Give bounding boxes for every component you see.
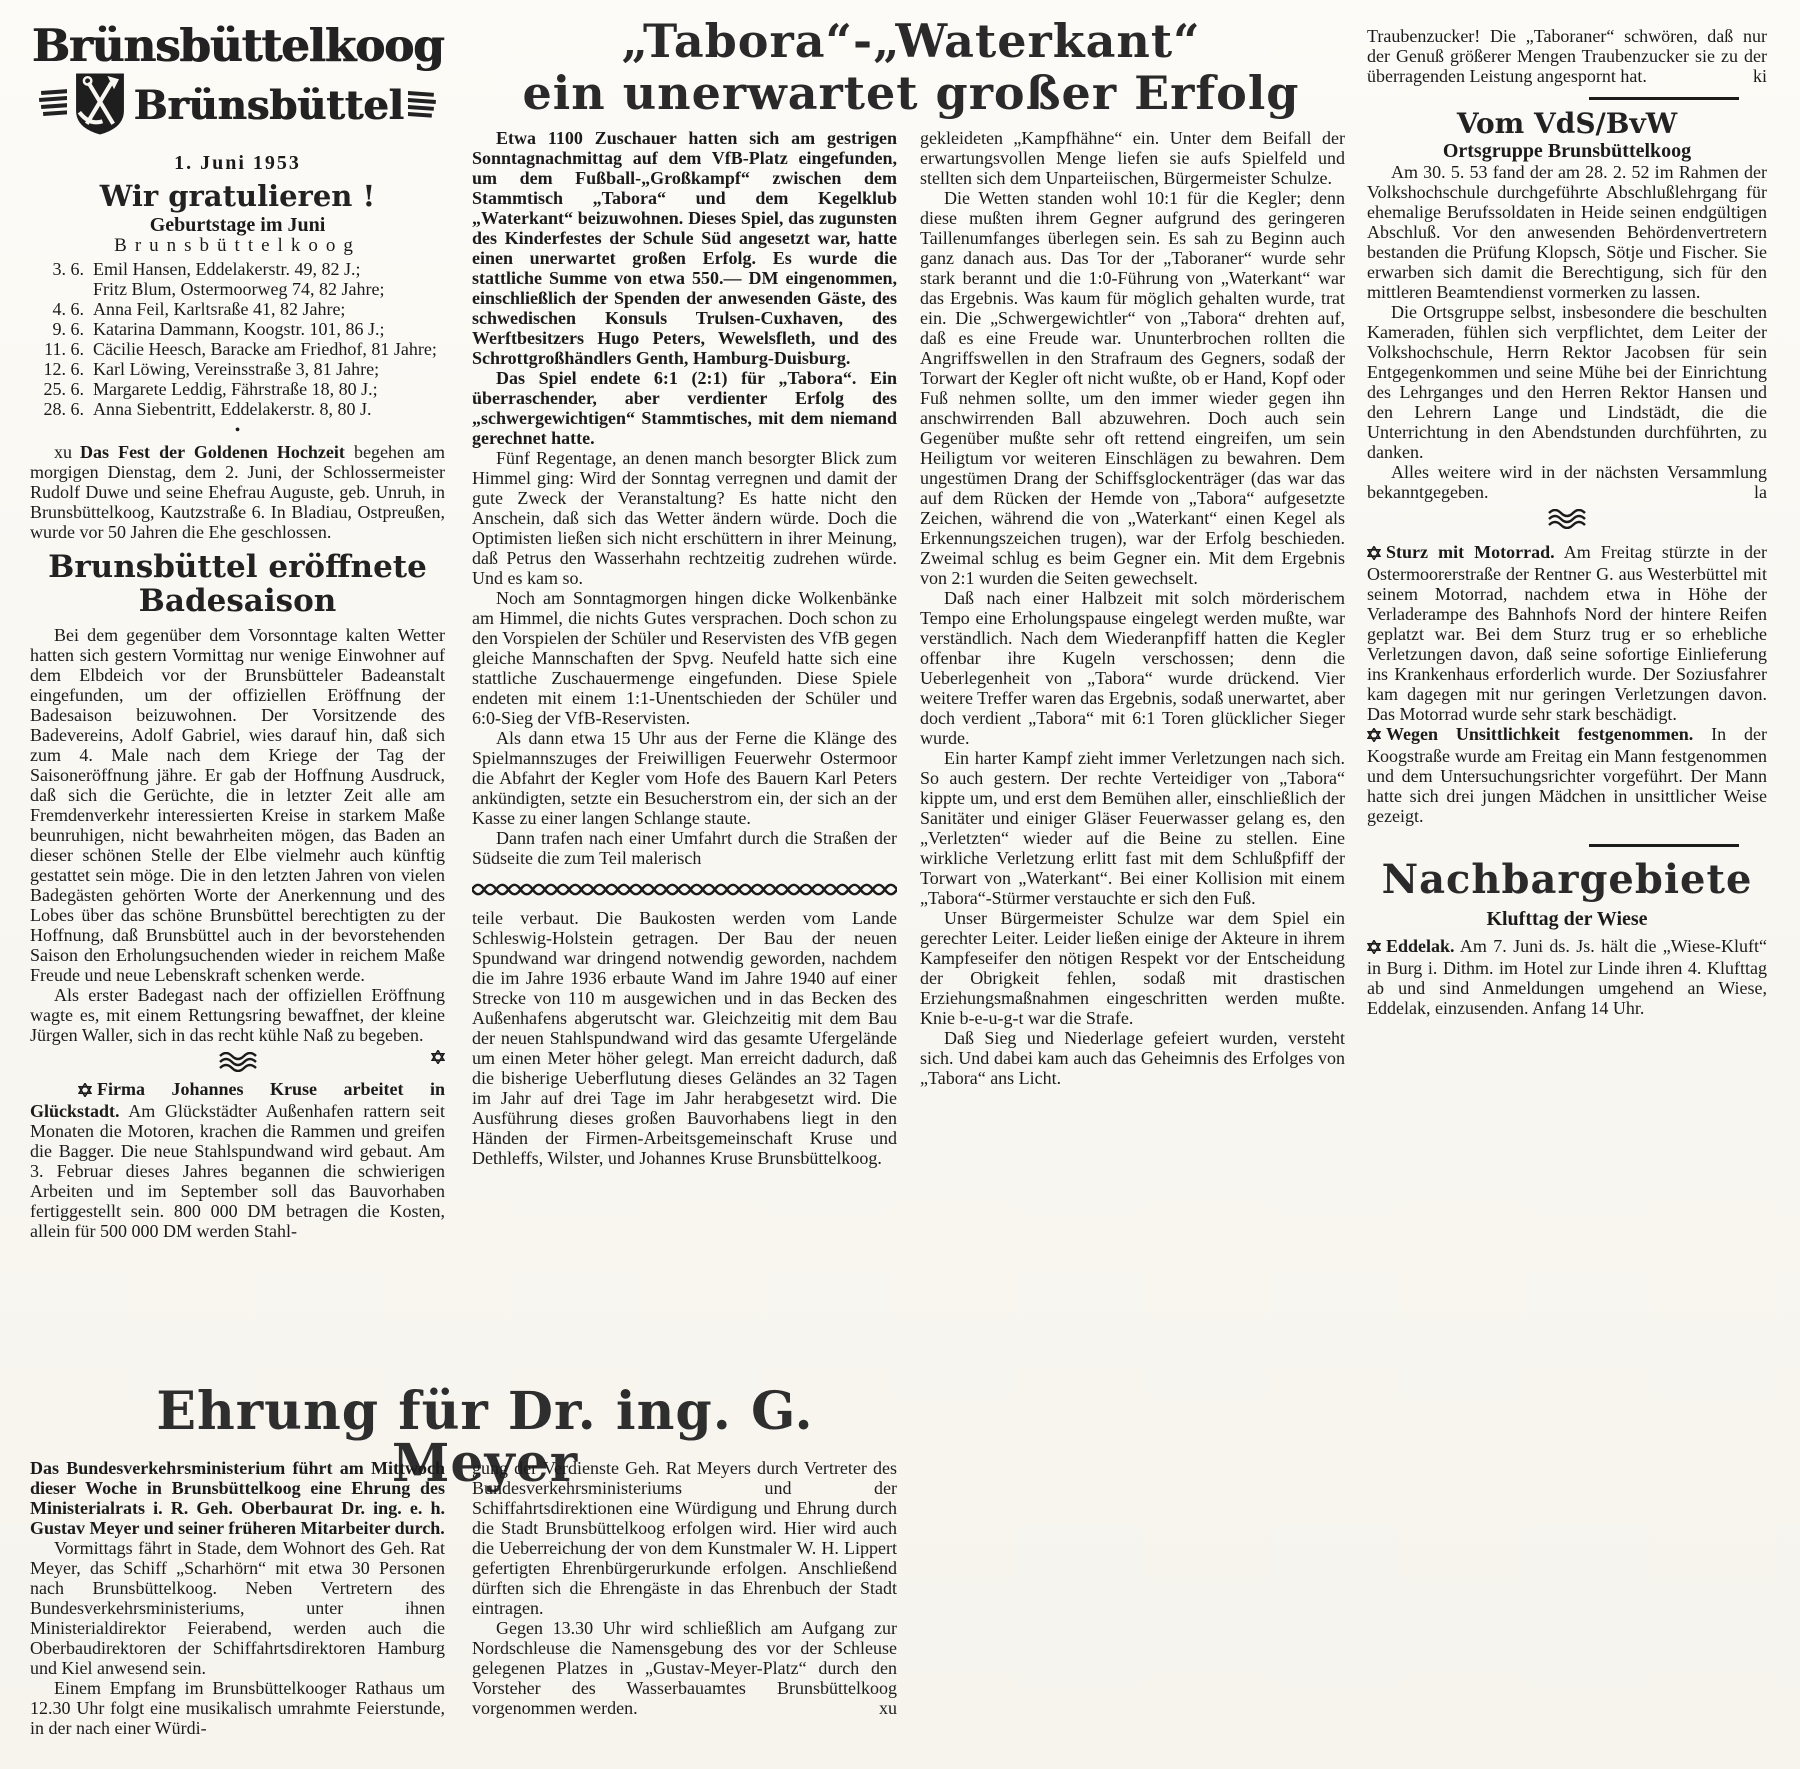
tabora-paragraph: Fünf Regentage, an denen manch besorgter Blick zum Himmel ging: Wird der Sonntag verregnen und damit der gute Zweck der Veranstaltung? Es hatte nicht den Anschein, daß sich das Wetter ändern würde. Doch die Optimisten ließen sich nicht erschüttern in ihrer Meinung, daß Petrus den Wasserhahn rechtzeitig zudrehen würde. Und es kam so. xyxy=(472,448,897,588)
tabora-article-headline: „Tabora“-„Waterkant“ ein unerwartet großer Erfolg xyxy=(522,14,1300,120)
unsittlichkeit-item-text: In der Koogstraße wurde am Freitag ein Mann festgenommen und dem Untersuchungsrichter vorgeführt. Der Mann hatte sich drei jungen Mädchen in unsittlicher Weise gezeigt. xyxy=(1367,723,1767,826)
tabora-paragraph: Noch am Sonntagmorgen hingen dicke Wolkenbänke am Himmel, die nichts Gutes versprachen. Doch schon zu den Vorspielen der Schüler und Reservisten des VfB gegen gleiche Mannschaften der Spvg. Neufeld hatte sich eine stattliche Zuschauermenge eingefunden. Diese Spiele endeten mit einem 1:1-Unentschieden der Schüler und 6:0-Sieg der VfB-Reservisten. xyxy=(472,588,897,728)
ehrung-paragraph: Vormittags fährt in Stade, dem Wohnort des Geh. Rat Meyer, das Schiff „Scharhörn“ mit etwa 30 Personen nach Brunsbüttelkoog. Neben Vertretern des Bundesverkehrsministeriums, unter ihnen Ministerialdirektor Feierabend, werden auch die Oberbaudirektoren der Schiffahrtsdirektoren Hamburg und Kiel anwesend sein. xyxy=(30,1538,445,1678)
correspondent-mark: xu xyxy=(879,1698,897,1718)
nachbargebiete-section xyxy=(1367,855,1767,1018)
tabora-paragraph: Als dann etwa 15 Uhr aus der Ferne die Klänge des Spielmannszuges der Freiwilligen Feuerwehr Ostermoor die Abfahrt der Kegler vom Hofe des Bauern Karl Peters ankündigten, setzte ein Besucherstrom ein, der sich an der Kasse zu einer langen Schlange staute. xyxy=(472,728,897,828)
ehrung-paragraph: gung der Verdienste Geh. Rat Meyers durch Vertreter des Bundesverkehrsministeriums und der Schiffahrtsdirektionen eine Würdigung und Ehrung durch die Stadt Brunsbüttelkoog erfolgen wird. Hier wird auch die Ueberreichung der von dem Kunstmaler W. H. Lippert gefertigten Ehrenbürgerurkunde erfolgen. Anschließend dürften sich die Ehrengäste in das Ehrenbuch der Stadt eintragen. xyxy=(472,1458,897,1618)
tabora-lead-paragraph: Etwa 1100 Zuschauer hatten sich am gestrigen Sonntagnachmittag auf dem VfB-Platz eingefunden, um dem Fußball-„Großkampf“ zwischen dem Stammtisch „Tabora“ und dem Kegelklub „Waterkant“ beizuwohnen. Dieses Spiel, das zugunsten des Kinderfestes der Schule Süd angesetzt war, hatte einen unerwartet großen Erfolg. Es wurde die stattliche Summe von etwa 550.— DM eingenommen, einschließlich der Spenden der anwesenden Gäste, des schwedischen Konsuls Trulsen-Cuxhaven, des Werftbesitzers Hugo Peters, Wewelsfleth, und des Schrottgroßhändlers Genth, Hamburg-Duisburg. xyxy=(472,128,897,368)
right-column xyxy=(1367,26,1767,1326)
tabora-paragraph: Dann trafen nach einer Umfahrt durch die Straßen der Südseite die zum Teil malerisch xyxy=(472,828,897,868)
kruse-news-item xyxy=(30,1079,445,1241)
vds-article xyxy=(1367,109,1767,529)
masthead-crest-icon xyxy=(71,71,129,141)
news-star-icon xyxy=(1367,726,1381,746)
tabora-paragraph: Unser Bürgermeister Schulze war dem Spiel ein gerechter Leiter. Leider ließen einige der Akteure in ihrem Kampfeseifer den nötigen Respekt vor der Entscheidung der Obrigkeit fehlen, sodaß mit drastischen Erziehungsmaßnahmen eingeschritten werden mußte. Knie b-e-u-g-t war die Strafe. xyxy=(920,908,1345,1028)
sturz-item-lead: Sturz mit Motorrad. xyxy=(1386,541,1555,562)
birthday-row: 3. 6. Emil Hansen, Eddelakerstr. 49, 82 J.; xyxy=(52,259,361,280)
tabora-paragraph: Die Wetten standen wohl 10:1 für die Kegler; denn diese mußten ihrem Gegner aufgrund des geringeren Taillenumfanges überlegen sein. Es sah zu Beginn auch ganz danach aus. Das Tor der „Taboraner“ wurde sehr stark berannt und die 1:0-Führung von „Waterkant“ war das Ergebnis. Was kaum für möglich gehalten wurde, trat ein. Die „Schwergewichtler“ von „Tabora“ drehten auf, daß es eine Freude war. Ununterbrochen rollten die Angriffswellen in den Strafraum des Gegners, sodaß der Torwart der Kegler oft nicht wußte, ob er Hand, Kopf oder Fuß nehmen sollte, um den immer wieder gegen ihn anschwirrenden Ball abzuwehren. Doch auch sein Gegenüber mußte sehr oft rettend eingreifen, um sein Heiligtum vor weiteren Einschlägen zu bewahren. Dem ungestümen Drang der Schiffsglockenträger (das war das auf dem Rücken der Hemde von „Tabora“ aufgesetzte Zeichen, während die von „Waterkant“ einen Kegel als Erkennungszeichen trugen), war der Erfolg beschieden. Zweimal schlug es beim Gegner ein. Mit dem Ergebnis von 2:1 wurden die Seiten gewechselt. xyxy=(920,188,1345,588)
tabora-paragraph: Daß Sieg und Niederlage gefeiert wurden, versteht sich. Und dabei kam auch das Geheimnis des Erfolges von „Tabora“ ans Licht. xyxy=(920,1028,1345,1088)
ehrung-column-a xyxy=(30,1458,445,1769)
traubenzucker-paragraph: Traubenzucker! Die „Taboraner“ schwören, daß nur der Genuß größerer Mengen Traubenzucker sie zu der überragenden Leistung angespornt hat. ki xyxy=(1367,26,1767,86)
badesaison-headline: Brunsbüttel eröffnete Badesaison xyxy=(48,549,427,619)
golden-wedding-lead: Das Fest der Goldenen Hochzeit xyxy=(80,442,345,463)
birthday-row: 4. 6. Anna Feil, Karltsraße 41, 82 Jahre; xyxy=(52,299,346,320)
eddelak-news-item xyxy=(1367,936,1767,1018)
wave-ornament-icon xyxy=(215,1052,261,1072)
vds-paragraph: Alles weitere wird in der nächsten Versammlung bekanntgegeben. la xyxy=(1367,461,1767,502)
birthday-row: 9. 6. Katarina Dammann, Koogstr. 101, 86 J.; xyxy=(52,319,385,340)
eddelak-item-text: Am 7. Juni ds. Js. hält die „Wiese-Kluft“ in Burg i. Dithm. im Hotel zur Linde ihren 4. Klufttag ab und sind Anmeldungen umgehend an Wiese, Eddelak, einzusenden. Anfang 14 Uhr. xyxy=(1367,935,1767,1018)
vds-paragraph: Die Ortsgruppe selbst, insbesondere die beschulten Kameraden, fühlen sich verpflichtet, dem Leiter der Volkshochschule, Herrn Rektor Jacobsen für sein Entgegenkommen und seine Mühe bei der Einrichtung des Lehrganges und den Herren Rektor Hansen und den Lehrern Lange und Lindstädt, die die Unterrichtung in den Abendstunden durchführten, zu danken. xyxy=(1367,301,1767,462)
ehrung-article-headline: Ehrung für Dr. ing. G. Meyer xyxy=(156,1381,814,1494)
unsittlichkeit-item-lead: Wegen Unsittlichkeit festgenommen. xyxy=(1386,723,1694,744)
vds-subtitle: Ortsgruppe Brunsbüttelkoog xyxy=(1442,139,1692,162)
rope-divider-icon xyxy=(472,881,897,896)
kruse-item-lead: Firma Johannes Kruse arbeitet in Glückstadt. xyxy=(30,1079,445,1122)
ehrung-lead-paragraph: Das Bundesverkehrsministerium führt am Mittwoch dieser Woche in Brunsbüttelkoog eine Ehrung des Ministerialrats i. R. Geh. Oberbaurat Dr. ing. e. h. Gustav Meyer und seiner früheren Mitarbeiter durch. xyxy=(30,1458,445,1538)
ehrung-paragraph: Gegen 13.30 Uhr wird schließlich am Aufgang zur Nordschleuse die Namensgebung des vor der Schleuse gelegenen Platzes in „Gustav-Meyer-Platz“ durch den Vorsteher des Wasserbauamtes Brunsbüttelkoog vorgenommen werden. xu xyxy=(472,1618,897,1718)
bullet-separator: • xyxy=(234,422,241,440)
left-column xyxy=(30,22,445,1362)
vds-headline: Vom VdS/BvW xyxy=(1456,107,1678,140)
eddelak-item-lead: Eddelak. xyxy=(1386,935,1455,956)
news-star-icon xyxy=(54,1081,92,1101)
sturz-news-item xyxy=(1367,542,1767,724)
badesaison-paragraph: Als erster Badegast nach der offiziellen Eröffnung wagte es, mit einem Rettungsring bewaffnet, der kleine Jürgen Waller, sich in das recht kühle Naß zu begeben. xyxy=(30,985,445,1045)
masthead-title-line2: Brünsbüttel xyxy=(133,82,404,130)
correspondent-mark: ki xyxy=(1752,66,1767,86)
issue-date: 1. Juni 1953 xyxy=(174,152,301,175)
tabora-paragraph: gekleideten „Kampfhähne“ ein. Unter dem Beifall der erwartungsvollen Menge liefen sie aufs Spielfeld und stellten sich dem Unparteiischen, Bürgermeister Schulze. xyxy=(920,128,1345,188)
birthday-row: Fritz Blum, Ostermoorweg 74, 82 Jahre; xyxy=(93,279,385,300)
kruse-item-text: Am Glückstädter Außenhafen rattern seit Monaten die Motoren, krachen die Rammen und greifen die Bagger. Die neue Stahlspundwand wird gebaut. Am 3. Februar dieses Jahres begannen die schwierigen Arbeiten und im September soll das Bauvorhaben fertiggestellt sein. 800 000 DM betragen die Kosten, allein für 500 000 DM werden Stahl- xyxy=(30,1101,445,1242)
masthead xyxy=(30,22,445,141)
correspondent-mark: xu xyxy=(54,442,72,463)
nachbargebiete-subtitle: Klufttag der Wiese xyxy=(1486,907,1648,930)
tabora-paragraph: Ein harter Kampf zieht immer Verletzungen nach sich. So auch gestern. Der rechte Verteidiger von „Tabora“ kippte um, und erst dem Bemühen aller, einschließlich der Sanitäter und einiger Gläser Feuerwasser gelang es, den „Verletzten“ wieder auf die Beine zu stellen. Eine wirkliche Verletzung erlitt fast mit dem Schlußpfiff der Torwart von „Waterkant“. Bei einer Kollision mit einem „Tabora“-Stürmer verstauchte er sich den Fuß. xyxy=(920,748,1345,908)
tabora-paragraph: Daß nach einer Halbzeit mit solch mörderischem Tempo eine Erholungspause eingelegt werden mußte, war verständlich. Nach dem Wiederanpfiff hatten die Kegler offenbar ihre Kugeln verschossen; denn die Ueberlegenheit von „Tabora“ wurde drückend. Vier weitere Treffer waren das Ergebnis, sodaß unerwartet, aber doch verdient „Tabora“ mit 6:1 Toren glücklicher Sieger wurde. xyxy=(920,588,1345,748)
news-star-icon xyxy=(1367,544,1381,564)
sturz-item-text: Am Freitag stürzte in der Ostermoorerstraße der Rentner G. aus Westerbüttel mit seinem Motorrad, nachdem etwa in Höhe der Verladerampe des Bahnhofs Nord der hintere Reifen geplatzt war. Bei dem Sturz trug er so erhebliche Verletzungen davon, daß seine sofortige Einlieferung ins Krankenhaus erforderlich wurde. Der Soziusfahrer kam dagegen mit nur geringen Verletzungen davon. Das Motorrad wurde sehr stark beschädigt. xyxy=(1367,541,1767,724)
badesaison-article xyxy=(30,551,445,1072)
birthday-row: 11. 6. Cäcilie Heesch, Baracke am Friedhof, 81 Jahre; xyxy=(44,339,437,360)
tabora-column-a xyxy=(472,128,897,1396)
congrats-subtitle: Geburtstage im Juni xyxy=(149,214,326,237)
congrats-title: Wir gratulieren ! xyxy=(99,179,376,214)
spundwand-continuation-paragraph: teile verbaut. Die Baukosten werden vom Lande Schleswig-Holstein getragen. Der Bau der neuen Spundwand war dringend notwendig geworden, nachdem die im Jahre 1936 erbaute Wand im Jahre 1940 auf einer Strecke von 110 m ausgewichen und in das Becken des Außenhafens abgerutscht war. Gleichzeitig mit dem Bau der neuen Stahlspundwand wird das gesamte Ufergelände um einen Meter höher gelegt. Man erreicht dadurch, daß die bisherige Ueberflutung dieses Geländes an 32 Tagen im Jahr auf drei Tage im Jahr herabgesetzt wird. Die Ausführung dieses großen Bauvorhabens liegt in den Händen der Firmen-Arbeitsgemeinschaft Kruse und Dethleffs, Wilster, und Johannes Kruse Brunsbüttelkoog. xyxy=(472,908,897,1168)
nachbargebiete-headline: Nachbargebiete xyxy=(1381,855,1753,903)
birthday-row: 25. 6. Margarete Leddig, Fährstraße 18, 80 J.; xyxy=(43,379,378,400)
section-rule xyxy=(1589,844,1739,847)
vds-paragraph: Am 30. 5. 53 fand der am 28. 2. 52 im Rahmen der Volkshochschule durchgeführte Abschlußlehrgang für ehemalige Berufssoldaten in Heide seinen endgültigen Abschluß. Vor den anwesenden Behördenvertretern bestanden die Prüfung Klopsch, Sötje und Fischer. Sie erwarben sich damit die Berechtigung, sich für den mittleren Beamtendienst vormerken zu lassen. xyxy=(1367,161,1767,302)
golden-wedding-text: begehen am morgigen Dienstag, dem 2. Juni, der Schlossermeister Rudolf Duwe und seine Ehefrau Auguste, geb. Unruh, in Brunsbüttelkoog, Kautzstraße 6. In Bladiau, Ostpreußen, wurde vor 50 Jahren die Ehe geschlossen. xyxy=(30,442,445,543)
golden-wedding-item xyxy=(30,442,445,542)
tabora-column-b xyxy=(920,128,1345,1228)
ehrung-column-b xyxy=(472,1458,897,1769)
section-rule xyxy=(1589,97,1739,100)
correspondent-mark: la xyxy=(1754,481,1767,502)
badesaison-paragraph: Bei dem gegenüber dem Vorsonntage kalten Wetter hatten sich gestern Vormittag nur wenige Einwohner auf dem Elbdeich vor der Brunsbütteler Badeanstalt eingefunden, um der offiziellen Eröffnung der Badesaison beizuwohnen. Der Vorsitzende des Badevereins, Adolf Gabriel, wies darauf hin, daß sich zum 4. Male nach dem Kriege der Tag der Saisoneröffnung jähre. Er gab der Hoffnung Ausdruck, daß sich die Gerüchte, die in letzter Zeit alle am Fremdenverkehr interessierten Kreise in starkem Maße beunruhigen, nicht bewahrheiten mögen, das Baden an dieser schönen Stelle der Elbe vielmehr auch künftig gestattet sein möge. Die in den letzten Jahren von vielen Badegästen gehörten Worte der Anerkennung und des Lobes über das schöne Brunsbüttel berechtigten zu der Hoffnung, daß Brunsbüttel auch in der bevorstehenden Saison den Erholungsuchenden wieder in reichem Maße Freude und neue Lebenskraft schenken werde. xyxy=(30,625,445,986)
unsittlichkeit-news-item xyxy=(1367,724,1767,826)
news-star-icon xyxy=(1367,938,1381,958)
masthead-title-line1: Brünsbüttelkoog xyxy=(31,22,444,72)
birthday-row: 12. 6. Karl Löwing, Vereinsstraße 3, 81 Jahre; xyxy=(43,359,380,380)
banner-right-icon xyxy=(408,89,438,123)
banner-left-icon xyxy=(37,89,67,123)
birthday-row: 28. 6. Anna Siebentritt, Eddelakerstr. 8, 80 J. xyxy=(43,399,372,420)
congrats-place: Brunsbüttelkoog xyxy=(114,235,361,257)
wave-ornament-icon xyxy=(1544,509,1590,529)
star-sign-off-icon xyxy=(407,1048,445,1068)
congrats-section xyxy=(30,181,445,438)
tabora-result-paragraph: Das Spiel endete 6:1 (2:1) für „Tabora“. Ein überraschender, aber verdienter Erfolg des „schwergewichtigen“ Stammtisches, mit dem niemand gerechnet hatte. xyxy=(472,368,897,448)
ehrung-paragraph: Einem Empfang im Brunsbüttelkooger Rathaus um 12.30 Uhr folgt eine musikalisch umrahmte Feierstunde, in der nach einer Würdi- xyxy=(30,1678,445,1738)
